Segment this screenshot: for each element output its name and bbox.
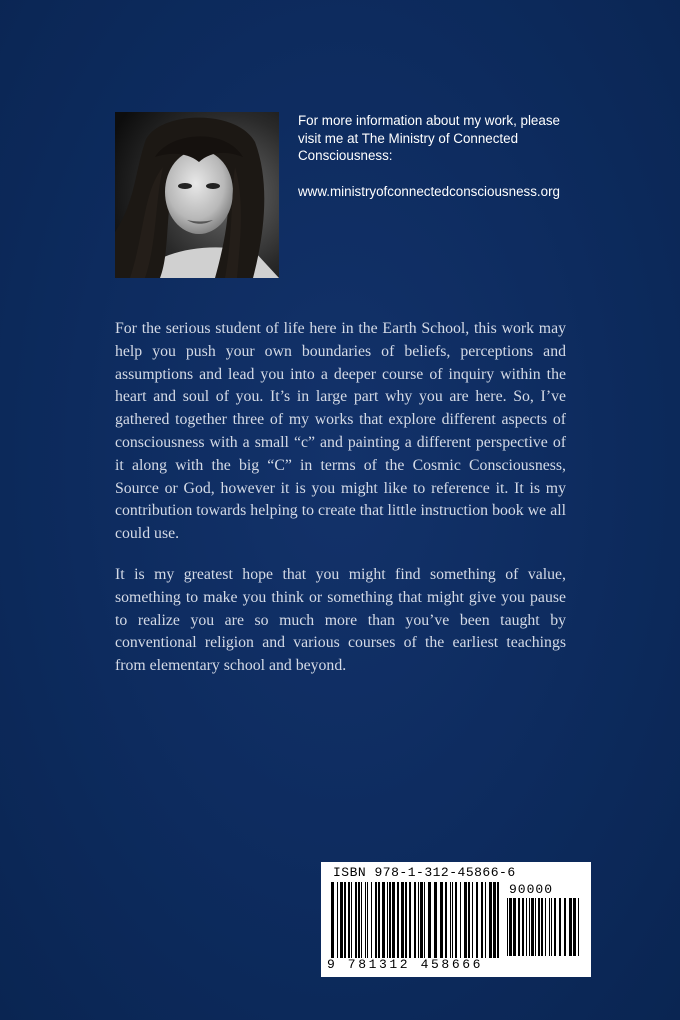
barcode-bar	[569, 898, 572, 956]
barcode-bar	[450, 882, 451, 958]
barcode-bar	[344, 882, 346, 958]
barcode-bar	[464, 882, 467, 958]
barcode-bar	[549, 898, 550, 956]
barcode-bar	[509, 898, 512, 956]
barcode-bar	[340, 882, 343, 958]
author-photo	[115, 112, 279, 278]
barcode-bar	[526, 898, 527, 956]
barcode-bar	[355, 882, 357, 958]
barcode-bar	[489, 882, 492, 958]
barcode-bar	[371, 882, 372, 958]
barcode-bar	[455, 882, 457, 958]
barcode-bar	[460, 882, 461, 958]
barcode-bar	[518, 898, 520, 956]
barcode-bar	[538, 898, 540, 956]
addon-barcode-bars	[507, 898, 579, 956]
barcode-bar	[485, 882, 486, 958]
author-portrait-image	[115, 112, 279, 278]
barcode-digits: 9 781312 458666	[327, 957, 484, 972]
barcode-bar	[554, 898, 556, 956]
barcode-bar	[545, 898, 546, 956]
barcode-bar	[401, 882, 404, 958]
barcode-bar	[389, 882, 391, 958]
barcode-bar	[397, 882, 399, 958]
website-url[interactable]: www.ministryofconnectedconsciousness.org	[298, 183, 560, 199]
barcode-bar	[392, 882, 395, 958]
barcode-bar	[564, 898, 566, 956]
barcode-bar	[513, 898, 516, 956]
barcode-bar	[522, 898, 524, 956]
barcode-bar	[424, 882, 425, 958]
barcode-bar	[573, 898, 576, 956]
barcode-bar	[578, 898, 579, 956]
barcode-bar	[481, 882, 483, 958]
barcode-bar	[452, 882, 453, 958]
isbn-barcode	[321, 862, 591, 977]
barcode-bar	[409, 882, 411, 958]
barcode-bar	[365, 882, 366, 958]
barcode-bar	[375, 882, 377, 958]
barcode-bar	[529, 898, 530, 956]
barcode-bar	[434, 882, 437, 958]
barcode-bar	[507, 898, 508, 956]
book-description	[115, 318, 566, 696]
contact-info-text: For more information about my work, please visit me at The Ministry of Connected Consciousness:	[298, 113, 560, 163]
barcode-bar	[367, 882, 368, 958]
barcode-bar	[531, 898, 534, 956]
barcode-bar	[493, 882, 496, 958]
barcode-bar	[418, 882, 419, 958]
barcode-bar	[551, 898, 552, 956]
barcode-bar	[541, 898, 543, 956]
barcode-bar	[348, 882, 350, 958]
barcode-bar	[414, 882, 416, 958]
barcode-bar	[440, 882, 443, 958]
barcode-bar	[405, 882, 407, 958]
barcode-bar	[420, 882, 423, 958]
barcode-bar	[468, 882, 470, 958]
barcode-bar	[472, 882, 473, 958]
barcode-bar	[559, 898, 561, 956]
barcode-bar	[378, 882, 380, 958]
contact-info	[298, 112, 568, 200]
barcode-bar	[497, 882, 499, 958]
price-code: 90000	[509, 882, 554, 897]
ean-barcode-bars	[331, 882, 499, 958]
barcode-bar	[387, 882, 388, 958]
barcode-bar	[361, 882, 362, 958]
barcode-bar	[428, 882, 431, 958]
barcode-bar	[476, 882, 478, 958]
barcode-bar	[351, 882, 352, 958]
barcode-bar	[445, 882, 447, 958]
barcode-bar	[337, 882, 338, 958]
description-paragraph-2: It is my greatest hope that you might find something of value, something to make you think or something that might give you pause to realize you are so much more than you’ve been taught by conventional religion and various courses of the earliest teachings from elementary school and beyond.	[115, 565, 566, 675]
barcode-bar	[358, 882, 360, 958]
description-paragraph-1: For the serious student of life here in the Earth School, this work may help you push your own boundaries of beliefs, perceptions and assumptions and lead you into a deeper course of inquiry within the heart and soul of you. It’s in large part why you are here. So, I’ve gathered together three of my works that explore different aspects of consciousness with a small “c” and painting a different perspective of it along with the big “C” in terms of the Cosmic Consciousness, Source or God, however it is you might like to reference it. It is my contribution towards helping to create that little instruction book we all could use.	[115, 320, 566, 543]
barcode-bar	[331, 882, 334, 958]
barcode-bar	[535, 898, 536, 956]
isbn-number: ISBN 978-1-312-45866-6	[333, 865, 516, 880]
barcode-bar	[382, 882, 385, 958]
